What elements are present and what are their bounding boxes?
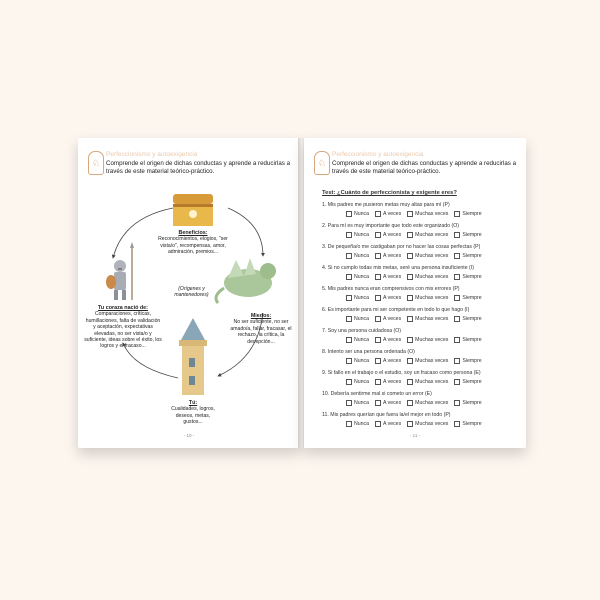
answer-option[interactable] [375, 421, 401, 427]
answer-option-label: Siempre [462, 232, 482, 238]
checkbox-icon[interactable] [407, 337, 413, 343]
question-text: 11. Mis padres querían que fuera la/el mejor en todo (P) [322, 412, 451, 418]
treasure-chest-icon [173, 194, 213, 226]
answer-options-row [346, 337, 482, 343]
answer-option[interactable] [454, 400, 481, 406]
answer-option-label: A veces [383, 211, 402, 217]
answer-option-label: A veces [383, 337, 402, 343]
answer-option-label: A veces [383, 421, 402, 427]
answer-option-label: Siempre [462, 358, 482, 364]
page-number: - 11 - [409, 433, 421, 438]
answer-option[interactable] [346, 379, 369, 385]
checkbox-icon[interactable] [407, 316, 413, 322]
checkbox-icon[interactable] [375, 400, 381, 406]
header-subtitle: Comprende el origen de dichas conductas y aprende a reducirlas a través de este material teórico-práctico. [106, 160, 291, 175]
answer-option[interactable] [346, 421, 369, 427]
answer-option[interactable] [346, 316, 369, 322]
checkbox-icon[interactable] [454, 232, 460, 238]
answer-option[interactable] [407, 400, 448, 406]
checkbox-icon[interactable] [375, 253, 381, 259]
checkbox-icon[interactable] [346, 274, 352, 280]
answer-option-label: Nunca [354, 358, 369, 364]
question-text: 8. Intento ser una persona ordenada (O) [322, 349, 415, 355]
answer-options-row [346, 253, 482, 259]
answer-option[interactable] [454, 421, 481, 427]
answer-option[interactable] [407, 274, 448, 280]
checkbox-icon[interactable] [407, 274, 413, 280]
checkbox-icon[interactable] [407, 421, 413, 427]
answer-option-label: Nunca [354, 316, 369, 322]
answer-option-label: Siempre [462, 400, 482, 406]
answer-option[interactable] [346, 400, 369, 406]
answer-option[interactable] [346, 295, 369, 301]
armor-title: Tu coraza nació de: [98, 305, 148, 311]
answer-option-label: Siempre [462, 253, 482, 259]
answer-option[interactable] [407, 337, 448, 343]
checkbox-icon[interactable] [454, 379, 460, 385]
question-text: 2. Para mí es muy importante que todo este organizado (O) [322, 223, 459, 229]
answer-option[interactable] [346, 274, 369, 280]
checkbox-icon[interactable] [346, 295, 352, 301]
answer-options-row [346, 316, 482, 322]
answer-option-label: Siempre [462, 316, 482, 322]
open-workbook [78, 138, 528, 448]
answer-option-label: Muchas veces [415, 232, 449, 238]
answer-option-label: Muchas veces [415, 400, 449, 406]
checkbox-icon[interactable] [375, 358, 381, 364]
answer-option-label: Muchas veces [415, 295, 449, 301]
checkbox-icon[interactable] [407, 295, 413, 301]
answer-option[interactable] [407, 211, 448, 217]
answer-option-label: A veces [383, 379, 402, 385]
answer-option[interactable] [375, 379, 401, 385]
answer-option-label: Nunca [354, 295, 369, 301]
answer-option-label: A veces [383, 358, 402, 364]
knight-icon [106, 242, 134, 300]
checkbox-icon[interactable] [454, 421, 460, 427]
checkbox-icon[interactable] [346, 253, 352, 259]
answer-option-label: Muchas veces [415, 421, 449, 427]
checkbox-icon[interactable] [346, 316, 352, 322]
answer-option-label: Nunca [354, 421, 369, 427]
checkbox-icon[interactable] [407, 358, 413, 364]
checkbox-icon[interactable] [407, 379, 413, 385]
checkbox-icon[interactable] [375, 295, 381, 301]
you-text: Cualidades, logros, deseos, metas, gustos... [171, 406, 215, 426]
answer-option[interactable] [454, 379, 481, 385]
question-text: 6. Es importante para mi ser competente en todo lo que hago (I) [322, 307, 470, 313]
answer-option-label: Muchas veces [415, 379, 449, 385]
answer-option-label: Nunca [354, 253, 369, 259]
answer-option-label: Muchas veces [415, 358, 449, 364]
checkbox-icon[interactable] [407, 232, 413, 238]
checkbox-icon[interactable] [375, 337, 381, 343]
answer-option-label: A veces [383, 316, 402, 322]
answer-option-label: Muchas veces [415, 337, 449, 343]
checkbox-icon[interactable] [407, 253, 413, 259]
checkbox-icon[interactable] [346, 421, 352, 427]
answer-option[interactable] [375, 316, 401, 322]
answer-option[interactable] [375, 253, 401, 259]
answer-option-label: Siempre [462, 379, 482, 385]
you-block [166, 400, 220, 426]
fears-block [228, 313, 294, 345]
checkbox-icon[interactable] [375, 211, 381, 217]
checkbox-icon[interactable] [407, 400, 413, 406]
armor-block [84, 305, 162, 350]
tower-icon [179, 318, 207, 395]
right-page [304, 138, 526, 448]
page-number: - 10 - [183, 433, 195, 438]
answer-option-label: Nunca [354, 274, 369, 280]
answer-option-label: Siempre [462, 211, 482, 217]
answer-option-label: Nunca [354, 211, 369, 217]
checkbox-icon[interactable] [454, 211, 460, 217]
knight-logo-icon: ♘ [314, 151, 330, 175]
checkbox-icon[interactable] [375, 274, 381, 280]
checkbox-icon[interactable] [346, 232, 352, 238]
checkbox-icon[interactable] [454, 295, 460, 301]
answer-option-label: Nunca [354, 379, 369, 385]
answer-options-row [346, 232, 482, 238]
question-text: 4. Si no cumplo todas mis metas, seré una persona insuficiente (I) [322, 265, 474, 271]
checkbox-icon[interactable] [375, 379, 381, 385]
answer-option-label: Siempre [462, 421, 482, 427]
checkbox-icon[interactable] [375, 316, 381, 322]
answer-option-label: A veces [383, 253, 402, 259]
origins-text: (Orígenes y mantenedores) [174, 286, 209, 299]
checkbox-icon[interactable] [346, 337, 352, 343]
answer-option[interactable] [346, 358, 369, 364]
answer-options-row [346, 295, 482, 301]
answer-option[interactable] [407, 253, 448, 259]
checkbox-icon[interactable] [454, 274, 460, 280]
answer-option[interactable] [346, 232, 369, 238]
question-text: 9. Si fallo en el trabajo o el estudio, soy un fracaso como persona (E) [322, 370, 481, 376]
answer-option[interactable] [375, 400, 401, 406]
answer-option[interactable] [454, 316, 481, 322]
answer-option[interactable] [454, 358, 481, 364]
answer-option[interactable] [375, 232, 401, 238]
answer-option[interactable] [454, 337, 481, 343]
question-text: 7. Soy una persona cuidadosa (O) [322, 328, 402, 334]
left-page [78, 138, 300, 448]
answer-options-row [346, 211, 482, 217]
answer-option-label: Muchas veces [415, 316, 449, 322]
header-title: Perfeccionismo y autoexigencia [106, 151, 198, 158]
benefits-title: Beneficios: [178, 230, 208, 236]
answer-option[interactable] [407, 379, 448, 385]
answer-options-row [346, 400, 482, 406]
checkbox-icon[interactable] [346, 379, 352, 385]
answer-option[interactable] [407, 421, 448, 427]
answer-option-label: Siempre [462, 337, 482, 343]
answer-options-row [346, 379, 482, 385]
dragon-icon [216, 258, 276, 303]
answer-option-label: Siempre [462, 274, 482, 280]
checkbox-icon[interactable] [454, 337, 460, 343]
answer-option[interactable] [454, 295, 481, 301]
answer-option[interactable] [407, 316, 448, 322]
answer-option[interactable] [346, 211, 369, 217]
answer-option[interactable] [346, 253, 369, 259]
checkbox-icon[interactable] [375, 421, 381, 427]
header-title: Perfeccionismo y autoexigencia [332, 151, 424, 158]
checkbox-icon[interactable] [454, 253, 460, 259]
answer-options-row [346, 358, 482, 364]
armor-text: Comparaciones, críticas, humillaciones, falta de validación y aceptación, expectativas elevadas, no ser vista/o y suficiente, ideas sobre el éxito, los logros y el fracaso... [84, 311, 162, 350]
answer-option-label: A veces [383, 295, 402, 301]
answer-option[interactable] [454, 253, 481, 259]
answer-option[interactable] [375, 274, 401, 280]
answer-option[interactable] [454, 211, 481, 217]
benefits-block [158, 230, 228, 256]
you-title: Tú: [188, 400, 198, 406]
answer-option-label: Muchas veces [415, 211, 449, 217]
answer-option[interactable] [407, 295, 448, 301]
answer-option[interactable] [375, 295, 401, 301]
checkbox-icon[interactable] [407, 211, 413, 217]
answer-option-label: A veces [383, 400, 402, 406]
answer-option-label: Muchas veces [415, 253, 449, 259]
answer-option-label: Nunca [354, 400, 369, 406]
knight-logo-icon: ♘ [88, 151, 104, 175]
answer-option[interactable] [454, 274, 481, 280]
answer-options-row [346, 421, 482, 427]
answer-option[interactable] [407, 232, 448, 238]
answer-option[interactable] [346, 337, 369, 343]
cycle-arrow [228, 208, 263, 256]
fears-title: Miedos: [250, 313, 272, 319]
question-text: 5. Mis padres nunca eran comprensivos con mis errores (P) [322, 286, 460, 292]
answer-option[interactable] [375, 358, 401, 364]
checkbox-icon[interactable] [346, 211, 352, 217]
answer-option-label: Muchas veces [415, 274, 449, 280]
checkbox-icon[interactable] [346, 358, 352, 364]
question-text: 10. Debería sentirme mal si cometo un error (E) [322, 391, 432, 397]
checkbox-icon[interactable] [375, 232, 381, 238]
fears-text: No ser suficiente, no ser amado/a, fallar, fracasar, el rechazo, la crítica, la decepción... [230, 319, 292, 345]
answer-option[interactable] [407, 358, 448, 364]
checkbox-icon[interactable] [454, 358, 460, 364]
answer-option[interactable] [454, 232, 481, 238]
header-subtitle: Comprende el origen de dichas conductas y aprende a reducirlas a través de este material teórico-práctico. [332, 160, 517, 175]
answer-option-label: Nunca [354, 337, 369, 343]
checkbox-icon[interactable] [454, 316, 460, 322]
answer-option-label: Nunca [354, 232, 369, 238]
answer-option[interactable] [375, 211, 401, 217]
benefits-text: Reconocimientos, elogios, "ser vista/o", recompensas, amor, admiración, premios... [158, 236, 228, 256]
question-text: 1. Mis padres me pusieron metas muy altas para mí (P) [322, 202, 450, 208]
test-title: Test: ¿Cuánto de perfeccionista y exigente eres? [322, 190, 457, 196]
answer-options-row [346, 274, 482, 280]
checkbox-icon[interactable] [346, 400, 352, 406]
answer-option[interactable] [375, 337, 401, 343]
answer-option-label: A veces [383, 274, 402, 280]
answer-option-label: A veces [383, 232, 402, 238]
answer-option-label: Siempre [462, 295, 482, 301]
question-text: 3. De pequeña/o me castigaban por no hacer las cosas perfectas (P) [322, 244, 481, 250]
checkbox-icon[interactable] [454, 400, 460, 406]
